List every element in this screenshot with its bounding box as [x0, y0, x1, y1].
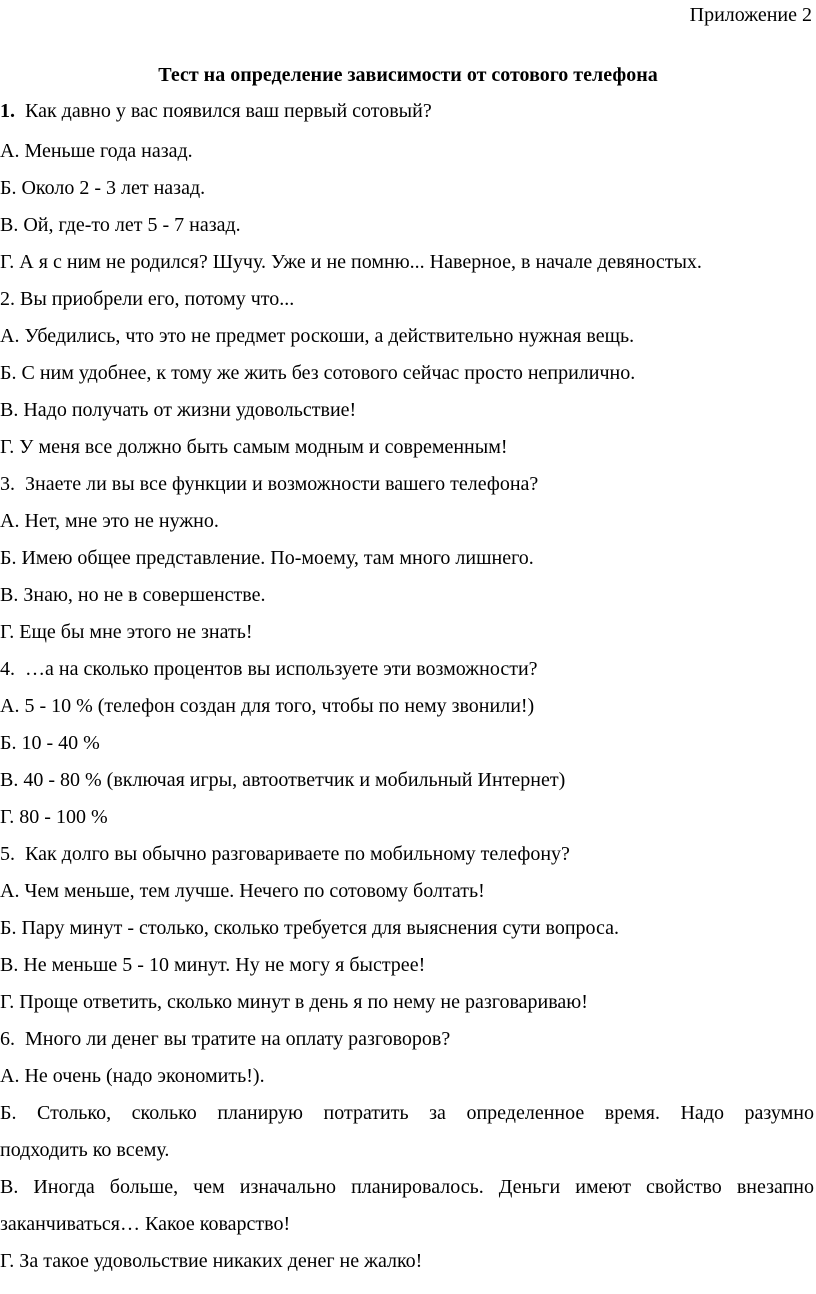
- page-title: Тест на определение зависимости от сотового телефона: [158, 64, 658, 86]
- answer-line: Г. За такое удовольствие никаких денег не жалко!: [0, 1250, 423, 1272]
- question-1-number: 1.: [0, 100, 15, 122]
- answer-line-continuation: заканчиваться… Какое коварство!: [0, 1213, 291, 1235]
- answer-line: Б. Пару минут - столько, сколько требуется для выяснения сути вопроса.: [0, 917, 620, 939]
- answer-line: А. Нет, мне это не нужно.: [0, 510, 219, 532]
- question-1-text: Как давно у вас появился ваш первый сотовый?: [15, 100, 432, 122]
- answer-line: Б. Столько, сколько планирую потратить за определенное время. Надо разумно: [0, 1102, 814, 1124]
- answer-line: А. Чем меньше, тем лучше. Нечего по сотовому болтать!: [0, 880, 485, 902]
- answer-line: А. 5 - 10 % (телефон создан для того, чтобы по нему звонили!): [0, 695, 535, 717]
- answer-line: В. Знаю, но не в совершенстве.: [0, 584, 266, 606]
- answer-line: В. 40 - 80 % (включая игры, автоответчик и мобильный Интернет): [0, 769, 566, 791]
- appendix-label: Приложение 2: [689, 4, 812, 26]
- answer-line: В. Иногда больше, чем изначально планировалось. Деньги имеют свойство внезапно: [0, 1176, 814, 1198]
- answer-line: В. Ой, где-то лет 5 - 7 назад.: [0, 214, 241, 236]
- answer-line: А. Не очень (надо экономить!).: [0, 1065, 265, 1087]
- answer-line: А. Меньше года назад.: [0, 140, 193, 162]
- question-1: [0, 98, 814, 124]
- answer-line: Г. 80 - 100 %: [0, 806, 108, 828]
- answer-line-continuation: подходить ко всему.: [0, 1139, 170, 1161]
- question-3: 3. Знаете ли вы все функции и возможности вашего телефона?: [0, 473, 539, 495]
- answer-line: Г. А я с ним не родился? Шучу. Уже и не помню... Наверное, в начале девяностых.: [0, 251, 702, 273]
- answer-line: А. Убедились, что это не предмет роскоши, а действительно нужная вещь.: [0, 325, 635, 347]
- question-4: 4. …а на сколько процентов вы используете эти возможности?: [0, 658, 538, 680]
- answer-line: Г. У меня все должно быть самым модным и современным!: [0, 436, 508, 458]
- answer-line: Г. Проще ответить, сколько минут в день я по нему не разговариваю!: [0, 991, 588, 1013]
- question-2: 2. Вы приобрели его, потому что...: [0, 288, 295, 310]
- question-6: 6. Много ли денег вы тратите на оплату разговоров?: [0, 1028, 451, 1050]
- answer-line: В. Надо получать от жизни удовольствие!: [0, 399, 357, 421]
- question-5: 5. Как долго вы обычно разговариваете по мобильному телефону?: [0, 843, 570, 865]
- answer-line: Г. Еще бы мне этого не знать!: [0, 621, 253, 643]
- answer-line: Б. С ним удобнее, к тому же жить без сотового сейчас просто неприлично.: [0, 362, 636, 384]
- answer-line: Б. Имею общее представление. По-моему, там много лишнего.: [0, 547, 534, 569]
- answer-line: В. Не меньше 5 - 10 минут. Ну не могу я быстрее!: [0, 954, 426, 976]
- answer-line: Б. Около 2 - 3 лет назад.: [0, 177, 206, 199]
- answer-line: Б. 10 - 40 %: [0, 732, 100, 754]
